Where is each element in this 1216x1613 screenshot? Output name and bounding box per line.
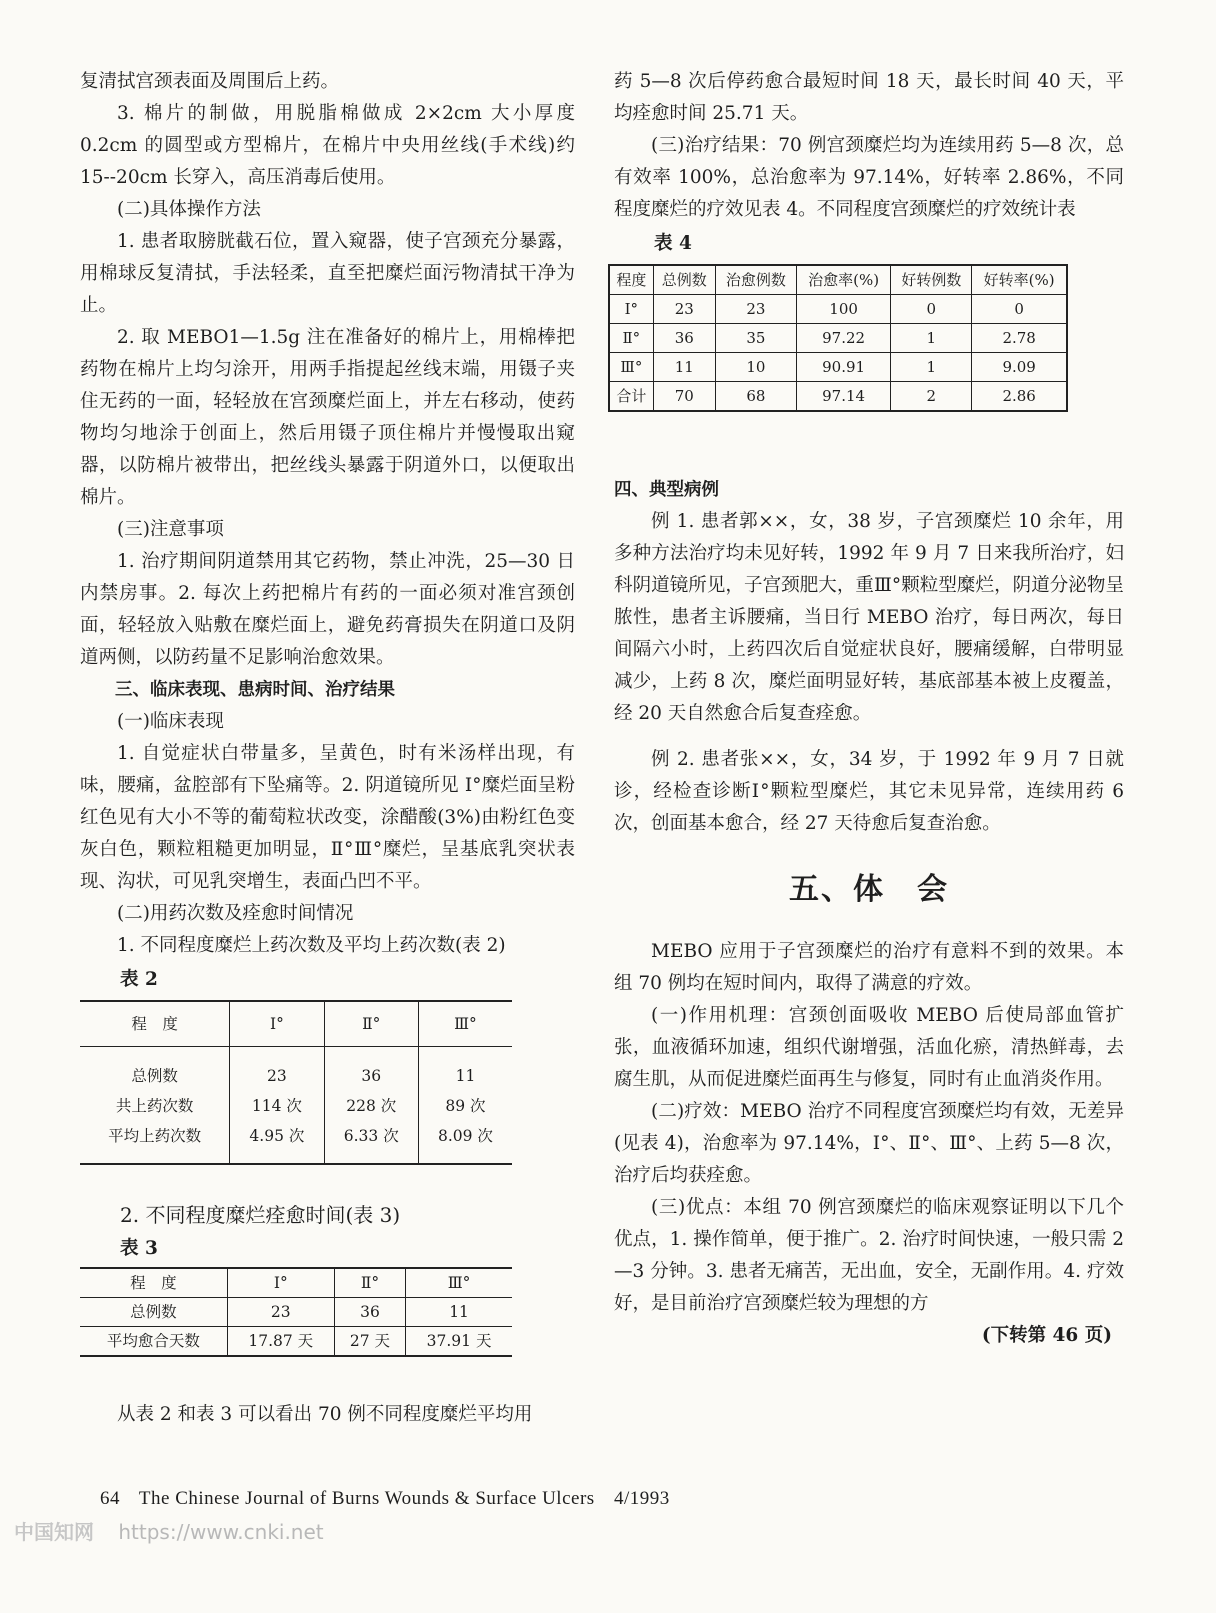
table-cell: Ⅰ° <box>609 295 653 324</box>
paragraph: 3. 棉片的制做，用脱脂棉做成 2×2cm 大小厚度 0.2cm 的圆型或方型棉片，在棉片中央用丝线(手术线)约 15--20cm 长穿入，高压消毒后使用。 <box>80 103 575 188</box>
table-cell: 合计 <box>609 382 653 412</box>
table-header: Ⅱ° <box>334 1268 405 1298</box>
table-header: 总例数 <box>653 265 715 295</box>
table-3 <box>80 1267 512 1357</box>
section-heading: 四、典型病例 <box>614 480 719 500</box>
table-cell: Ⅲ° <box>609 353 653 382</box>
paragraph: (三)优点：本组 70 例宫颈糜烂的临床观察证明以下几个优点，1. 操作简单，便于推广。2. 治疗时间快速，一般只需 2—3 分钟。3. 患者无痛苦，无出血，安全，无副作用。4. 疗效好，是目前治疗宫颈糜烂较为理想的方 <box>614 1197 1124 1314</box>
paragraph: 1. 不同程度糜烂上药次数及平均上药次数(表 2) <box>117 935 506 956</box>
table-cell: 10 <box>715 353 796 382</box>
table-row <box>609 382 1067 412</box>
subheading: (二)用药次数及痊愈时间情况 <box>117 903 354 924</box>
table-cell: 2.86 <box>972 382 1067 412</box>
paragraph: 例 1. 患者郭××，女，38 岁，子宫颈糜烂 10 余年，用多种方法治疗均未见好转，1992 年 9 月 7 日来我所治疗，妇科阴道镜所见，子宫颈肥大，重Ⅲ°颗粒型糜烂，阴道分泌物呈脓性，患者主诉腰痛，当日行 MEBO 治疗，每日两次，每日间隔六小时，上药四次后自觉症状良好，腰痛缓解，白带明显减少，上药 8 次，糜烂面明显好转，基底部基本被上皮覆盖，经 20 天自然愈合后复查痊愈。 <box>614 511 1124 724</box>
table-cell: 37.91 天 <box>406 1327 512 1357</box>
table-header: Ⅰ° <box>227 1268 334 1298</box>
table-cell: 共上药次数 <box>115 1097 194 1115</box>
table-cell: 27 天 <box>334 1327 405 1357</box>
table-cell: 97.22 <box>796 324 891 353</box>
paragraph: 1. 治疗期间阴道禁用其它药物，禁止冲洗，25—30 日内禁房事。2. 每次上药把棉片有药的一面必须对准宫颈创面，轻轻放入贴敷在糜烂面上，避免药膏损失在阴道口及阴道两侧，以防药量不足影响治愈效果。 <box>80 551 575 668</box>
table-cell: 1 <box>891 324 972 353</box>
table-cell: 68 <box>715 382 796 412</box>
paragraph: 例 2. 患者张××，女，34 岁，于 1992 年 9 月 7 日就诊，经检查诊断Ⅰ°颗粒型糜烂，其它未见异常，连续用药 6 次，创面基本愈合，经 27 天待愈后复查治愈。 <box>614 749 1124 834</box>
table-cell: 36 <box>653 324 715 353</box>
table-cell: 89 次 <box>418 1091 512 1121</box>
table-cell: 6.33 次 <box>324 1121 418 1164</box>
table-cell: 0 <box>891 295 972 324</box>
table-header: 治愈率(%) <box>796 265 891 295</box>
table-cell: 23 <box>653 295 715 324</box>
table-cell: 36 <box>324 1047 418 1092</box>
table-cell: 平均上药次数 <box>108 1127 202 1145</box>
paragraph: (二)疗效：MEBO 治疗不同程度宫颈糜烂均有效，无差异(见表 4)，治愈率为 97.14%，Ⅰ°、Ⅱ°、Ⅲ°、上药 5—8 次，治疗后均获痊愈。 <box>614 1101 1124 1186</box>
section-heading-large: 五、体 会 <box>789 872 949 907</box>
table-cell: 23 <box>715 295 796 324</box>
table-header: Ⅰ° <box>230 1001 324 1047</box>
table-cell: 平均愈合天数 <box>80 1327 227 1357</box>
table-cell: 2.78 <box>972 324 1067 353</box>
paragraph: 1. 自觉症状白带量多，呈黄色，时有米汤样出现，有味，腰痛，盆腔部有下坠痛等。2. 阴道镜所见 Ⅰ°糜烂面呈粉红色见有大小不等的葡萄粒状改变，涂醋酸(3%)由粉红色变灰白色，颗粒粗糙更加明显，Ⅱ°Ⅲ°糜烂，呈基底乳突状表现、沟状，可见乳突增生，表面凸凹不平。 <box>80 743 575 892</box>
table-cell: 总例数 <box>131 1067 178 1085</box>
table-header: 程度 <box>609 265 653 295</box>
table-label: 表 4 <box>654 233 692 254</box>
paragraph: 2. 不同程度糜烂痊愈时间(表 3) <box>120 1203 401 1227</box>
table-cell: 23 <box>227 1298 334 1327</box>
table-header: Ⅲ° <box>418 1001 512 1047</box>
table-row <box>80 1091 512 1121</box>
table-row <box>80 1298 512 1327</box>
table-row <box>80 1121 512 1164</box>
table-cell: 11 <box>653 353 715 382</box>
table-header: Ⅲ° <box>406 1268 512 1298</box>
table-cell: 90.91 <box>796 353 891 382</box>
paragraph: (三)治疗结果：70 例宫颈糜烂均为连续用药 5—8 次，总有效率 100%，总治愈率为 97.14%，好转率 2.86%，不同程度糜烂的疗效见表 4。不同程度宫颈糜烂的疗效统计表 <box>614 135 1124 220</box>
table-cell: 114 次 <box>230 1091 324 1121</box>
table-header: 好转率(%) <box>972 265 1067 295</box>
table-header: 程 度 <box>80 1001 230 1047</box>
table-cell: 97.14 <box>796 382 891 412</box>
paragraph: 1. 患者取膀胱截石位，置入窥器，使子宫颈充分暴露，用棉球反复清拭，手法轻柔，直至把糜烂面污物清拭干净为止。 <box>80 231 575 316</box>
paragraph: (一)作用机理：宫颈创面吸收 MEBO 后使局部血管扩张，血液循环加速，组织代谢增强，活血化瘀，清热鲜毒，去腐生肌，从而促进糜烂面再生与修复，同时有止血消炎作用。 <box>614 1005 1124 1090</box>
table-cell: 35 <box>715 324 796 353</box>
continued-note: (下转第 46 页) <box>981 1325 1112 1346</box>
paragraph: 从表 2 和表 3 可以看出 70 例不同程度糜烂平均用 <box>117 1404 533 1425</box>
watermark-url: https://www.cnki.net <box>118 1520 324 1544</box>
table-header: 好转例数 <box>891 265 972 295</box>
table-cell: 11 <box>418 1047 512 1092</box>
table-cell: 1 <box>891 353 972 382</box>
table-cell: 9.09 <box>972 353 1067 382</box>
table-label: 表 2 <box>120 969 158 990</box>
table-header: 治愈例数 <box>715 265 796 295</box>
paragraph: MEBO 应用于子宫颈糜烂的治疗有意料不到的效果。本组 70 例均在短时间内，取得了满意的疗效。 <box>614 941 1124 994</box>
subheading: (二)具体操作方法 <box>117 199 261 220</box>
table-label: 表 3 <box>120 1238 158 1259</box>
section-heading: 三、临床表现、患病时间、治疗结果 <box>115 680 395 700</box>
table-row <box>609 324 1067 353</box>
watermark <box>14 1516 324 1545</box>
paragraph: 2. 取 MEBO1—1.5g 注在准备好的棉片上，用棉棒把药物在棉片上均匀涂开，用两手指提起丝线末端，用镊子夹住无药的一面，轻轻放在宫颈糜烂面上，并左右移动，使药物均匀地涂于创面上，然后用镊子顶住棉片并慢慢取出窥器，以防棉片被带出，把丝线头暴露于阴道外口，以便取出棉片。 <box>80 327 575 508</box>
table-cell: 228 次 <box>324 1091 418 1121</box>
table-cell: Ⅱ° <box>609 324 653 353</box>
paragraph: 药 5—8 次后停药愈合最短时间 18 天，最长时间 40 天，平均痊愈时间 25.71 天。 <box>614 71 1124 124</box>
table-row <box>80 1327 512 1357</box>
table-cell: 70 <box>653 382 715 412</box>
page-footer <box>100 1488 684 1510</box>
paragraph: 复清拭宫颈表面及周围后上药。 <box>80 71 340 92</box>
table-header: Ⅱ° <box>324 1001 418 1047</box>
left-column <box>80 66 575 1431</box>
journal-name: The Chinese Journal of Burns Wounds & Surface Ulcers <box>138 1488 595 1509</box>
table-cell: 100 <box>796 295 891 324</box>
subheading: (一)临床表现 <box>117 711 224 732</box>
table-row <box>609 353 1067 382</box>
table-2 <box>80 1000 512 1165</box>
subheading: (三)注意事项 <box>117 519 224 540</box>
table-cell: 11 <box>406 1298 512 1327</box>
table-cell: 36 <box>334 1298 405 1327</box>
table-cell: 17.87 天 <box>227 1327 334 1357</box>
right-column <box>614 66 1124 1352</box>
table-cell: 总例数 <box>130 1303 177 1321</box>
table-cell: 8.09 次 <box>418 1121 512 1164</box>
table-row <box>609 295 1067 324</box>
page-number: 64 <box>100 1488 120 1509</box>
table-cell: 4.95 次 <box>230 1121 324 1164</box>
table-4 <box>608 264 1068 412</box>
watermark-brand: 中国知网 <box>14 1520 94 1544</box>
table-cell: 0 <box>972 295 1067 324</box>
issue-number: 4/1993 <box>613 1488 670 1509</box>
table-row <box>80 1047 512 1092</box>
table-cell: 23 <box>230 1047 324 1092</box>
table-header: 程 度 <box>80 1268 227 1298</box>
table-cell: 2 <box>891 382 972 412</box>
